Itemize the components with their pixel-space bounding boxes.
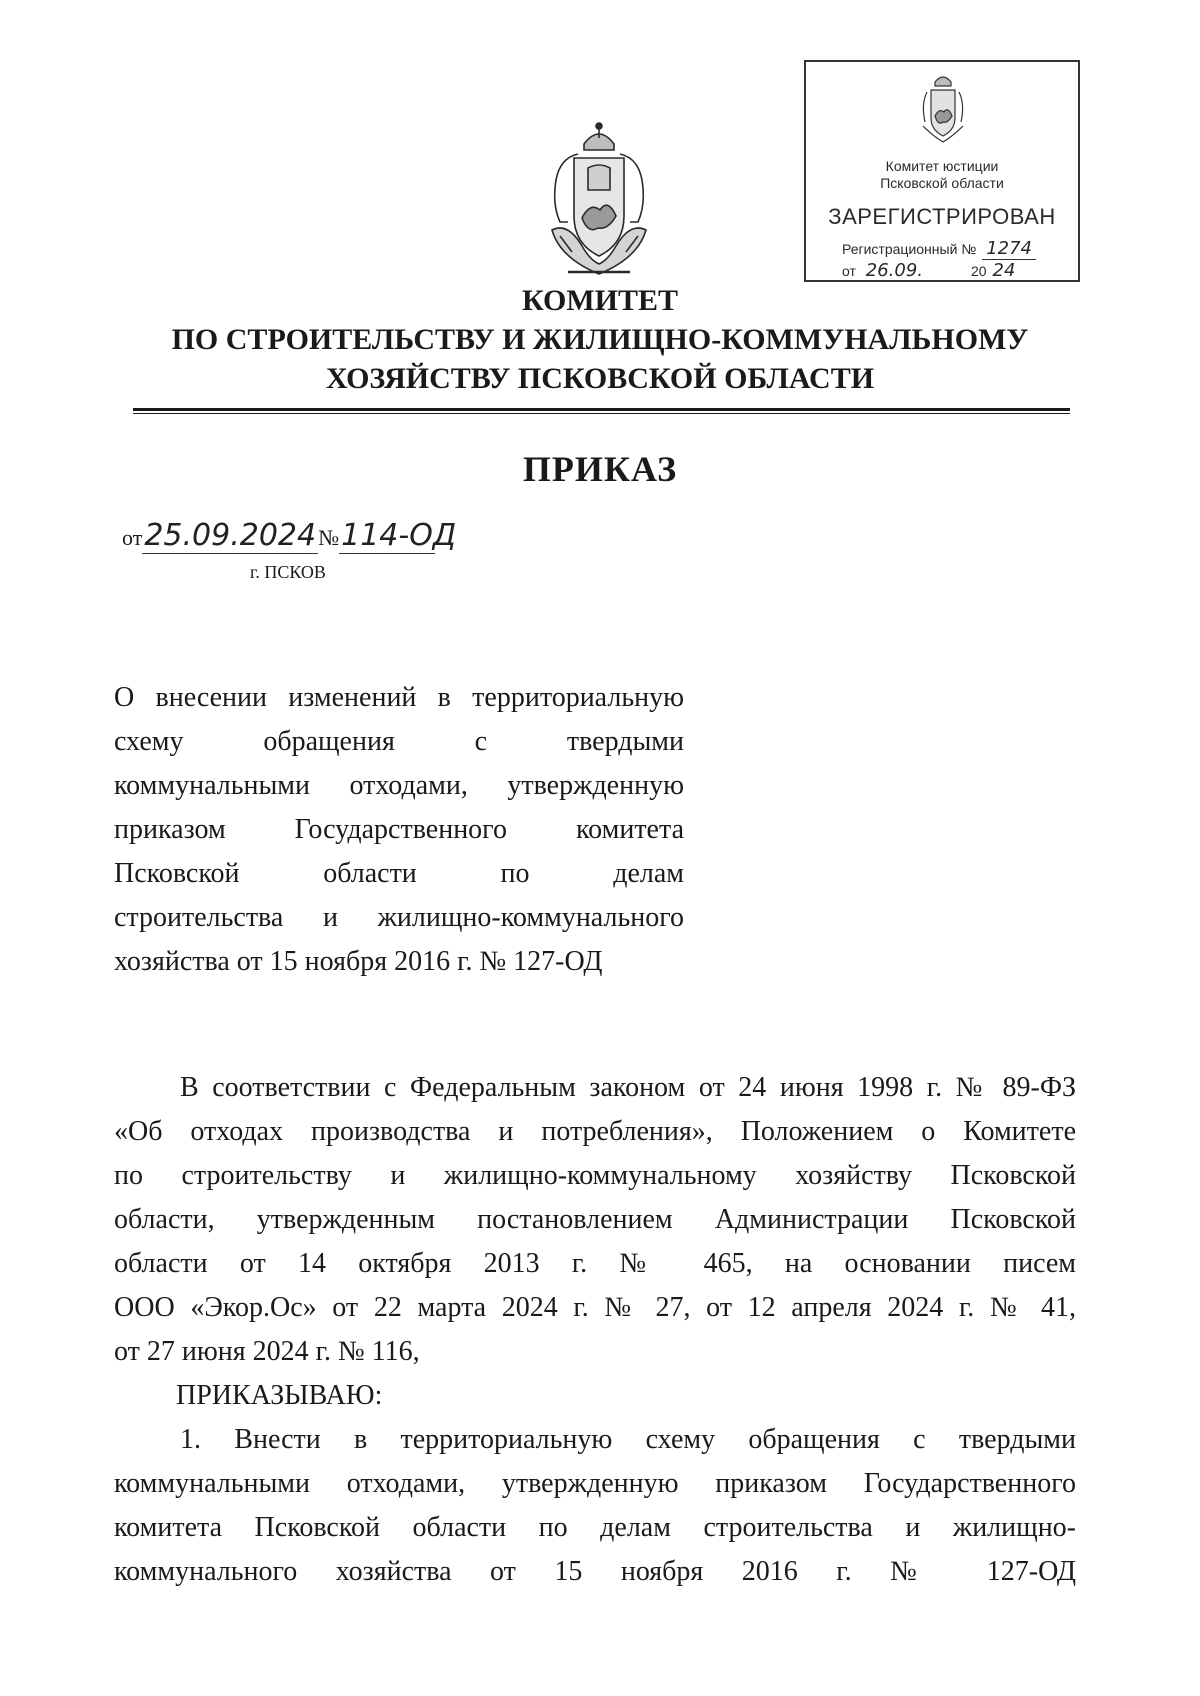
committee-title-line3: ХОЗЯЙСТВУ ПСКОВСКОЙ ОБЛАСТИ <box>325 362 875 395</box>
subject-line: приказом Государственного комитета <box>114 814 684 845</box>
body-line: области, утвержденным постановлением Администрации Псковской <box>114 1204 1076 1235</box>
stamp-registration-number <box>842 238 1036 260</box>
coat-of-arms-emblem <box>538 118 660 282</box>
committee-title-line2: ПО СТРОИТЕЛЬСТВУ И ЖИЛИЩНО-КОММУНАЛЬНОМУ <box>171 323 1029 356</box>
body-line: комитета Псковской области по делам строительства и жилищно- <box>114 1512 1076 1543</box>
subject-line: хозяйства от 15 ноября 2016 г. № 127-ОД <box>114 946 603 977</box>
stamp-year-prefix: 20 <box>970 263 987 279</box>
header-divider-thin <box>133 413 1070 414</box>
committee-title-line1: КОМИТЕТ <box>521 284 679 317</box>
stamp-date-value: 26.09. <box>862 260 927 282</box>
subject-line: строительства и жилищно-коммунального <box>114 902 684 933</box>
stamp-reg-label: Регистрационный № <box>842 241 977 257</box>
order-subject <box>114 676 684 984</box>
body-line: 1. Внести в территориальную схему обращения с твердыми <box>180 1424 1076 1455</box>
order-number-prefix: № <box>318 525 340 550</box>
body-line: области от 14 октября 2013 г. № 465, на основании писем <box>114 1248 1076 1279</box>
body-line: «Об отходах производства и потребления», Положением о Комитете <box>114 1116 1076 1147</box>
stamp-year-value: 24 <box>989 260 1020 282</box>
document-type-title: ПРИКАЗ <box>522 449 678 489</box>
stamp-date-prefix: от <box>842 263 856 279</box>
order-date-value: 25.09.2024 <box>144 518 317 553</box>
body-line: коммунальными отходами, утвержденную приказом Государственного <box>114 1468 1076 1499</box>
order-date-prefix: от <box>122 525 143 550</box>
subject-line: О внесении изменений в территориальную <box>114 682 684 713</box>
stamp-organization-line1: Комитет юстиции <box>885 158 999 174</box>
stamp-organization-line2: Псковской области <box>880 175 1004 191</box>
order-date-number <box>122 518 457 554</box>
body-line: В соответствии с Федеральным законом от 24 июня 1998 г. № 89-ФЗ <box>180 1072 1076 1103</box>
stamp-date <box>842 260 1019 282</box>
stamp-status: ЗАРЕГИСТРИРОВАН <box>828 204 1056 229</box>
stamp-emblem-icon <box>917 70 969 146</box>
subject-line: Псковской области по делам <box>114 858 684 889</box>
subject-line: коммунальными отходами, утвержденную <box>114 770 684 801</box>
order-number-value: 114-ОД <box>341 518 457 553</box>
body-line: коммунального хозяйства от 15 ноября 2016 г. № 127-ОД <box>114 1556 1076 1587</box>
order-city: г. ПСКОВ <box>250 562 326 582</box>
order-keyword: ПРИКАЗЫВАЮ: <box>176 1380 383 1411</box>
body-line: от 27 июня 2024 г. № 116, <box>114 1336 420 1367</box>
stamp-reg-number-value: 1274 <box>982 238 1036 260</box>
subject-line: схему обращения с твердыми <box>114 726 684 757</box>
registration-stamp <box>804 60 1080 282</box>
body-line: по строительству и жилищно-коммунальному хозяйству Псковской <box>114 1160 1076 1191</box>
body-line: ООО «Экор.Ос» от 22 марта 2024 г. № 27, от 12 апреля 2024 г. № 41, <box>114 1292 1076 1323</box>
order-body <box>114 1066 1076 1594</box>
header-divider <box>133 408 1070 411</box>
